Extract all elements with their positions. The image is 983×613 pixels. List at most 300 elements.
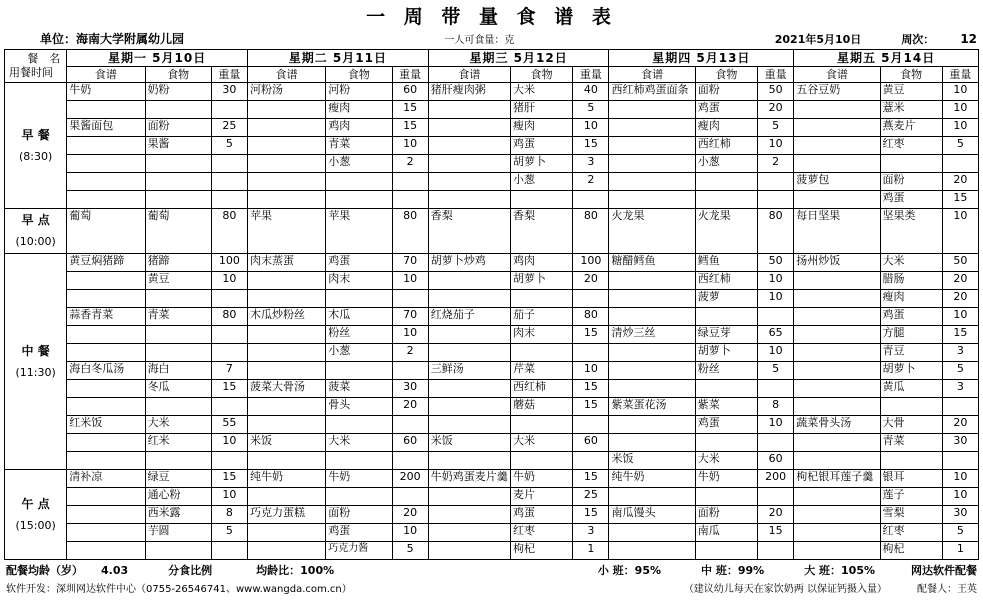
cell-amount: 15 [573,470,609,488]
cell-dish [794,506,880,524]
cell-dish: 红米饭 [67,416,145,434]
table-row [5,290,979,308]
cell-food: 薏米 [880,101,942,119]
cell-dish [247,290,325,308]
cell-dish [794,524,880,542]
cell-dish [67,380,145,398]
cell-amount: 15 [573,398,609,416]
cell-amount [392,290,428,308]
cell-amount [211,191,247,209]
ratio-label: 分食比例 [168,564,213,577]
table-row [5,308,979,326]
cell-amount: 2 [392,344,428,362]
cell-dish [247,542,325,560]
cell-amount: 15 [758,524,794,542]
cell-amount: 20 [942,173,978,191]
cell-amount: 10 [942,119,978,137]
cell-food: 胡萝卜 [511,155,573,173]
cell-dish: 牛奶 [67,83,145,101]
cell-amount: 80 [211,308,247,326]
day-header-mon: 星期一 5月10日 [67,50,248,67]
cell-amount: 80 [211,209,247,254]
cell-amount: 50 [758,83,794,101]
menu-table [4,49,979,560]
cell-food: 面粉 [326,506,392,524]
cell-food: 木瓜 [326,308,392,326]
middle-class-pct: 中 班：99% [701,564,765,577]
cell-food: 青菜 [880,434,942,452]
cell-food [145,191,211,209]
cell-food: 黄豆 [145,272,211,290]
cell-amount [392,452,428,470]
cell-dish [794,488,880,506]
cell-dish: 蔬菜骨头汤 [794,416,880,434]
cell-dish [428,452,510,470]
cell-amount: 60 [573,434,609,452]
cell-food [695,542,757,560]
cell-amount: 20 [573,272,609,290]
cell-dish [428,488,510,506]
cell-amount: 10 [942,101,978,119]
meal-time-afternoon-snack: (15:00) [15,518,56,532]
cell-food: 坚果类 [880,209,942,254]
cell-dish [794,380,880,398]
large-class-pct: 大 班：105% [804,564,875,577]
subheader-amt-fri: 重量 [942,67,978,83]
cell-amount: 15 [573,137,609,155]
cell-amount: 20 [392,398,428,416]
cell-amount: 20 [392,506,428,524]
cell-food: 蘑菇 [511,398,573,416]
cell-food [326,290,392,308]
cell-amount: 3 [573,524,609,542]
day-header-thu: 星期四 5月13日 [609,50,794,67]
cell-dish [67,101,145,119]
cell-dish [247,416,325,434]
cell-amount: 30 [942,434,978,452]
cell-amount: 15 [942,326,978,344]
cell-food: 鸡蛋 [695,416,757,434]
cell-amount [211,155,247,173]
cell-food: 黄豆 [880,83,942,101]
cell-amount: 50 [942,254,978,272]
cell-dish [247,326,325,344]
corner-line2: 用餐时间 [9,66,53,79]
cell-amount [392,362,428,380]
cell-amount: 15 [392,119,428,137]
cell-food: 银耳 [880,470,942,488]
cell-food: 方腿 [880,326,942,344]
table-row [5,254,979,272]
table-row [5,488,979,506]
table-row [5,326,979,344]
cell-amount [758,308,794,326]
cell-amount: 10 [211,488,247,506]
cell-amount: 10 [211,434,247,452]
subheader-food-tue: 食物 [326,67,392,83]
cell-amount [211,398,247,416]
cell-amount: 15 [573,380,609,398]
cell-dish: 菠萝包 [794,173,880,191]
avg-age-pct: 均龄比：100% [256,564,335,577]
cell-food: 大米 [145,416,211,434]
cell-dish [428,344,510,362]
table-row [5,155,979,173]
cell-dish: 米饭 [609,452,695,470]
cell-food: 大米 [880,254,942,272]
cell-food: 绿豆 [145,470,211,488]
table-row [5,434,979,452]
cell-amount: 60 [392,434,428,452]
cell-food: 牛奶 [326,470,392,488]
cell-food: 面粉 [695,83,757,101]
cell-dish [609,191,695,209]
cell-amount: 10 [211,272,247,290]
meal-label-morning-snack [5,209,67,254]
day-header-fri: 星期五 5月14日 [794,50,979,67]
cell-food: 西红柿 [695,272,757,290]
cell-food [511,191,573,209]
cell-amount: 3 [942,344,978,362]
cell-food [145,101,211,119]
cell-food: 西红柿 [511,380,573,398]
cell-amount [211,290,247,308]
cell-dish [794,344,880,362]
subheader-dish-mon: 食谱 [67,67,145,83]
subheader-dish-fri: 食谱 [794,67,880,83]
cell-dish [609,155,695,173]
cell-amount: 30 [942,506,978,524]
cell-dish [794,272,880,290]
cell-dish [794,155,880,173]
cell-dish [794,119,880,137]
cell-dish: 香梨 [428,209,510,254]
cell-food: 大米 [326,434,392,452]
cell-food: 鳕鱼 [695,254,757,272]
cell-dish [428,416,510,434]
cell-dish [67,506,145,524]
cell-amount: 8 [211,506,247,524]
cell-amount: 15 [211,380,247,398]
cell-amount [211,542,247,560]
page-title: 一 周 带 量 食 谱 表 [366,6,617,28]
cell-food: 大米 [511,434,573,452]
cell-amount: 10 [758,137,794,155]
cell-dish [67,326,145,344]
cell-food [145,290,211,308]
cell-amount: 5 [942,137,978,155]
cell-food [145,344,211,362]
meal-name-afternoon-snack: 午 点 [21,496,50,511]
cell-amount: 80 [758,209,794,254]
cell-dish: 葡萄 [67,209,145,254]
cell-amount: 10 [392,272,428,290]
cell-food: 粉丝 [695,362,757,380]
cell-dish: 西红柿鸡蛋面条 [609,83,695,101]
cell-dish: 纯牛奶 [609,470,695,488]
cell-amount: 15 [573,326,609,344]
cell-dish [67,173,145,191]
cell-dish [428,398,510,416]
cell-dish [247,344,325,362]
cell-dish [609,524,695,542]
cell-food: 骨头 [326,398,392,416]
cell-food: 粉丝 [326,326,392,344]
cell-food [145,398,211,416]
cell-amount: 7 [211,362,247,380]
cell-amount: 80 [573,209,609,254]
cell-amount [392,416,428,434]
developer-label: 软件开发：深圳网达软件中心（0755-26546741、www.wangda.com.cn） [6,584,352,595]
cell-dish [609,173,695,191]
cell-amount: 2 [573,173,609,191]
table-row [5,470,979,488]
cell-dish [794,452,880,470]
avg-age-label: 配餐均龄（岁） [6,564,83,577]
cell-food: 枸杞 [880,542,942,560]
cell-amount: 20 [942,290,978,308]
cell-amount [758,191,794,209]
cell-amount: 10 [573,119,609,137]
subheader-amt-mon: 重量 [211,67,247,83]
cell-dish: 清补凉 [67,470,145,488]
cell-dish: 枸杞银耳莲子羹 [794,470,880,488]
cell-amount: 1 [942,542,978,560]
table-header-sub [5,67,979,83]
cell-dish [609,137,695,155]
cell-food: 瘦肉 [695,119,757,137]
cell-dish [67,452,145,470]
cell-dish [428,272,510,290]
cell-food: 红枣 [880,137,942,155]
cell-food: 腊肠 [880,272,942,290]
cell-amount: 65 [758,326,794,344]
cell-dish [247,362,325,380]
cell-dish [794,326,880,344]
cell-amount [758,542,794,560]
cell-amount [573,191,609,209]
cell-dish: 肉末蒸蛋 [247,254,325,272]
cell-amount: 20 [942,416,978,434]
cell-dish [67,272,145,290]
cell-food: 猪肝 [511,101,573,119]
cell-food [511,452,573,470]
cell-amount [758,380,794,398]
cell-dish: 火龙果 [609,209,695,254]
cell-dish [794,308,880,326]
cell-dish [67,434,145,452]
cell-dish [609,344,695,362]
cell-dish: 纯牛奶 [247,470,325,488]
cell-amount: 30 [211,83,247,101]
cell-dish [794,290,880,308]
cell-amount: 200 [758,470,794,488]
cell-amount: 10 [942,470,978,488]
cell-food: 莲子 [880,488,942,506]
cell-dish [67,290,145,308]
cell-dish [609,362,695,380]
avg-age-value: 4.03 [101,563,129,577]
cell-dish [247,398,325,416]
cell-food: 瘦肉 [511,119,573,137]
cell-dish [794,362,880,380]
subheader-dish-tue: 食谱 [247,67,325,83]
table-row [5,416,979,434]
cell-amount: 10 [942,83,978,101]
cell-food: 枸杞 [511,542,573,560]
cell-amount [573,416,609,434]
chef-label: 配餐人：王英 [917,584,977,595]
cell-amount: 20 [758,101,794,119]
cell-food: 黄瓜 [880,380,942,398]
cell-food [326,488,392,506]
cell-amount [211,344,247,362]
cell-food: 青菜 [145,308,211,326]
cell-amount: 100 [573,254,609,272]
cell-food: 火龙果 [695,209,757,254]
header-week-label: 周次： [901,32,935,46]
cell-amount: 10 [942,209,978,254]
cell-dish: 糖醋鳕鱼 [609,254,695,272]
cell-dish [67,137,145,155]
cell-dish [67,524,145,542]
cell-food: 红枣 [880,524,942,542]
cell-food: 鸡蛋 [880,308,942,326]
cell-amount: 5 [211,524,247,542]
cell-dish: 胡萝卜炒鸡 [428,254,510,272]
cell-dish [609,290,695,308]
cell-dish [428,101,510,119]
cell-amount: 20 [942,272,978,290]
cell-food: 麦片 [511,488,573,506]
cell-food: 小葱 [511,173,573,191]
table-row [5,173,979,191]
cell-dish: 每日坚果 [794,209,880,254]
cell-dish [609,380,695,398]
meal-name-lunch: 中 餐 [21,343,50,358]
cell-dish [428,173,510,191]
cell-amount: 3 [573,155,609,173]
cell-food: 小葱 [695,155,757,173]
cell-food [326,191,392,209]
cell-amount: 200 [392,470,428,488]
cell-dish [609,272,695,290]
cell-amount: 10 [942,488,978,506]
cell-amount: 10 [758,416,794,434]
cell-dish [67,191,145,209]
cell-dish: 果酱面包 [67,119,145,137]
cell-amount [211,173,247,191]
cell-amount [211,326,247,344]
cell-food: 胡萝卜 [695,344,757,362]
header-bar [0,30,983,49]
cell-dish [794,434,880,452]
footer-credits [0,578,983,595]
cell-dish: 猪肝瘦肉粥 [428,83,510,101]
cell-food: 猪蹄 [145,254,211,272]
day-header-wed: 星期三 5月12日 [428,50,609,67]
cell-amount [942,452,978,470]
cell-dish [794,542,880,560]
cell-food: 河粉 [326,83,392,101]
unit-label: 单位：海南大学附属幼儿园 [40,32,185,46]
cell-amount: 10 [392,524,428,542]
table-row [5,83,979,101]
cell-dish [794,398,880,416]
table-row [5,362,979,380]
cell-amount [573,452,609,470]
meal-time-morning-snack: (10:00) [15,235,56,248]
cell-amount: 10 [573,362,609,380]
cell-amount: 20 [758,506,794,524]
cell-food: 西红柿 [695,137,757,155]
cell-food [511,344,573,362]
cell-food: 紫菜 [695,398,757,416]
meal-name-morning-snack: 早 点 [21,213,50,227]
cell-food: 芹菜 [511,362,573,380]
cell-dish: 蒜香青菜 [67,308,145,326]
cell-dish [428,542,510,560]
cell-food [695,191,757,209]
cell-food: 青豆 [880,344,942,362]
cell-amount: 5 [573,101,609,119]
cell-dish: 南瓜馒头 [609,506,695,524]
cell-amount: 30 [392,380,428,398]
cell-amount: 15 [211,470,247,488]
cell-food: 鸡蛋 [511,137,573,155]
cell-food: 鸡蛋 [326,524,392,542]
subheader-food-wed: 食物 [511,67,573,83]
table-row [5,272,979,290]
cell-food: 青菜 [326,137,392,155]
meal-name-breakfast: 早 餐 [21,127,50,142]
cell-amount: 70 [392,254,428,272]
cell-amount: 2 [392,155,428,173]
meal-label-lunch [5,254,67,470]
cell-amount: 10 [392,137,428,155]
cell-food [511,416,573,434]
cell-amount: 80 [392,209,428,254]
cell-food: 牛奶 [511,470,573,488]
cell-food: 苹果 [326,209,392,254]
cell-dish [247,155,325,173]
cell-amount [392,488,428,506]
cell-amount: 60 [758,452,794,470]
cell-food [326,362,392,380]
cell-amount: 5 [392,542,428,560]
cell-dish: 牛奶鸡蛋麦片羹 [428,470,510,488]
cell-amount [758,488,794,506]
cell-dish [247,488,325,506]
cell-dish [794,191,880,209]
cell-dish: 紫菜蛋花汤 [609,398,695,416]
cell-food: 面粉 [695,506,757,524]
subheader-amt-tue: 重量 [392,67,428,83]
cell-dish: 菠菜大骨汤 [247,380,325,398]
subheader-amt-thu: 重量 [758,67,794,83]
cell-amount [758,434,794,452]
cell-food: 肉末 [326,272,392,290]
cell-food: 茄子 [511,308,573,326]
cell-dish [428,191,510,209]
cell-dish: 木瓜炒粉丝 [247,308,325,326]
cell-amount: 40 [573,83,609,101]
cell-food: 胡萝卜 [880,362,942,380]
cell-food: 果酱 [145,137,211,155]
cell-dish [609,416,695,434]
cell-food: 燕麦片 [880,119,942,137]
cell-amount [758,173,794,191]
